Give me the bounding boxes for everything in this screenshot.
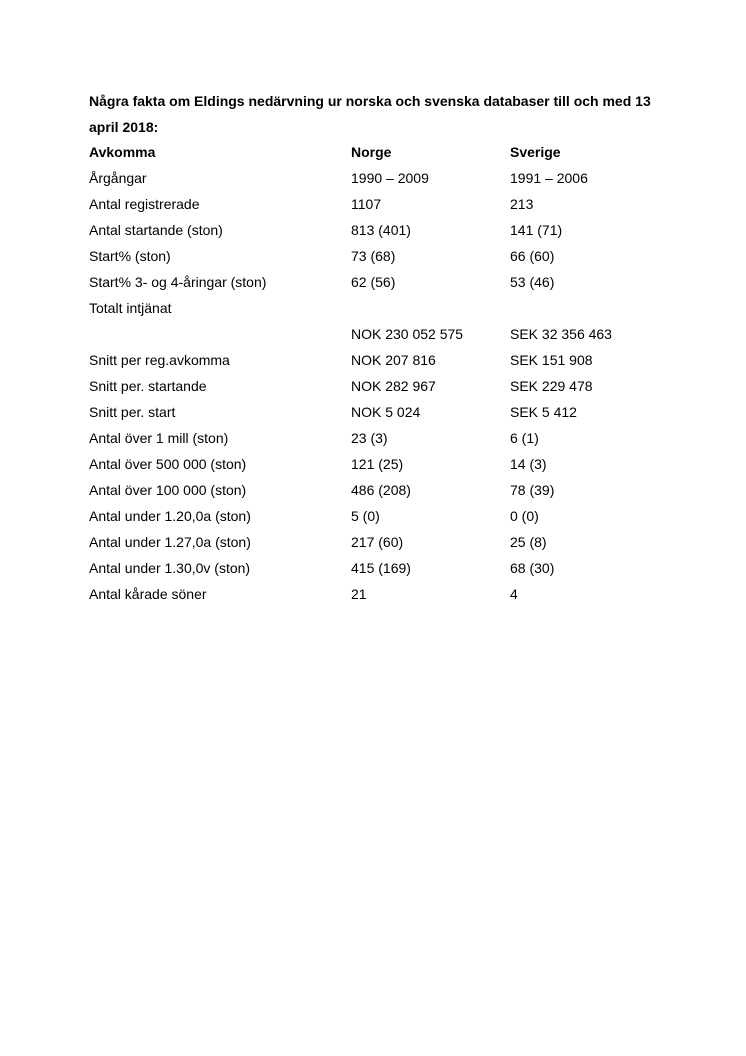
sverige-value: 53 (46) [510,274,555,290]
row-label: Antal under 1.30,0v (ston) [89,560,251,576]
header-sverige: Sverige [510,144,561,160]
sverige-value: 25 (8) [510,534,547,550]
table-row [89,165,689,191]
header-avkomma: Avkomma [89,144,156,160]
norge-value: 121 (25) [351,456,404,472]
table-row [89,191,689,217]
norge-value: 62 (56) [351,274,396,290]
table-row [89,451,689,477]
sverige-value: 0 (0) [510,508,539,524]
sverige-value: 78 (39) [510,482,555,498]
sverige-value: SEK 151 908 [510,352,593,368]
sverige-value: 14 (3) [510,456,547,472]
table-row [89,243,689,269]
row-label: Antal över 1 mill (ston) [89,430,229,446]
header-norge: Norge [351,144,392,160]
row-label: Snitt per. start [89,404,176,420]
sverige-value: 213 [510,196,534,212]
norge-value: 813 (401) [351,222,411,238]
sverige-value: SEK 5 412 [510,404,577,420]
norge-value: 73 (68) [351,248,396,264]
table-row [89,503,689,529]
table-row [89,269,689,295]
sverige-value: 68 (30) [510,560,555,576]
norge-value: 1107 [351,196,382,212]
norge-value: 23 (3) [351,430,388,446]
sverige-value: 1991 – 2006 [510,170,588,186]
norge-value: 21 [351,586,367,602]
row-label: Antal kårade söner [89,586,207,602]
table-row [89,529,689,555]
sverige-value: 141 (71) [510,222,563,238]
norge-value: 217 (60) [351,534,404,550]
norge-value: 1990 – 2009 [351,170,429,186]
table-row [89,321,689,347]
table-row [89,399,689,425]
row-label: Antal under 1.27,0a (ston) [89,534,251,550]
norge-value: NOK 230 052 575 [351,326,464,342]
table-header-row [89,139,689,165]
table-row [89,373,689,399]
row-label: Antal över 500 000 (ston) [89,456,247,472]
sverige-value: SEK 32 356 463 [510,326,612,342]
table-row [89,347,689,373]
norge-value: 415 (169) [351,560,411,576]
row-label: Antal startande (ston) [89,222,223,238]
document-title: Några fakta om Eldings nedärvning ur norska och svenska databaser till och med 13 april 2018: [89,93,651,135]
row-label: Snitt per. startande [89,378,207,394]
row-label: Totalt intjänat [89,300,172,316]
sverige-value: SEK 229 478 [510,378,593,394]
table-row [89,477,689,503]
row-label: Antal över 100 000 (ston) [89,482,247,498]
table-row [89,425,689,451]
row-label: Start% (ston) [89,248,171,264]
sverige-value: 66 (60) [510,248,555,264]
row-label: Årgångar [89,170,147,186]
table-row [89,581,689,607]
norge-value: NOK 5 024 [351,404,421,420]
sverige-value: 6 (1) [510,430,539,446]
row-label: Antal under 1.20,0a (ston) [89,508,251,524]
norge-value: 486 (208) [351,482,411,498]
row-label: Snitt per reg.avkomma [89,352,230,368]
row-label: Start% 3- og 4-åringar (ston) [89,274,267,290]
norge-value: NOK 207 816 [351,352,436,368]
stats-table [89,139,689,607]
norge-value: 5 (0) [351,508,380,524]
table-row [89,555,689,581]
norge-value: NOK 282 967 [351,378,436,394]
table-row [89,217,689,243]
row-label: Antal registrerade [89,196,200,212]
sverige-value: 4 [510,586,518,602]
table-row [89,295,689,321]
